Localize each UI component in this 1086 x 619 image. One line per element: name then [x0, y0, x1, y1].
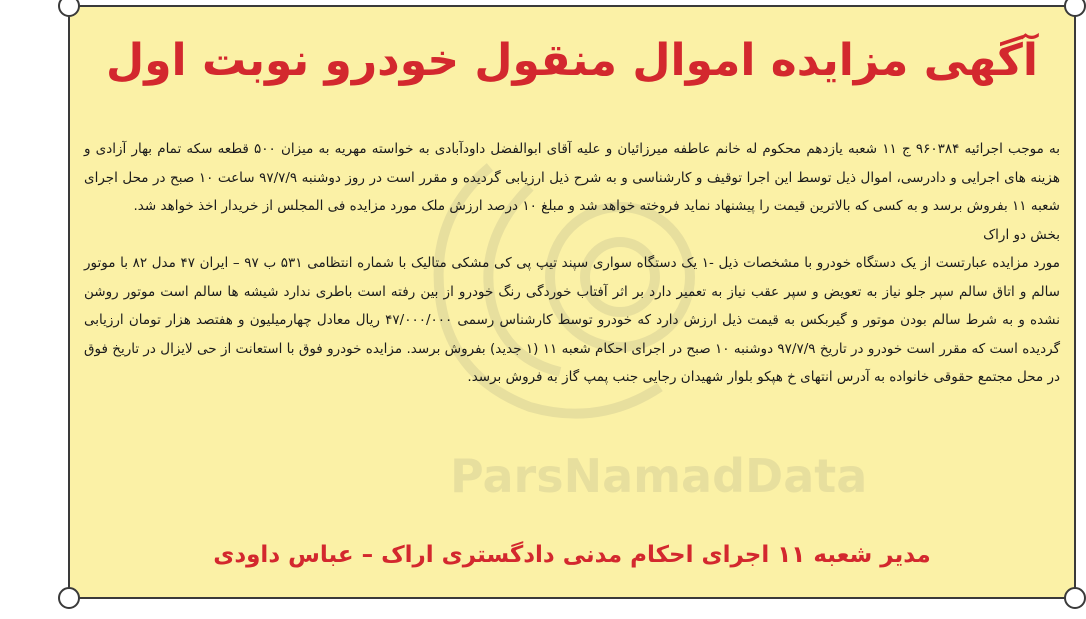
frame-corner-notch: [1064, 0, 1086, 17]
notice-paragraph-1: به موجب اجرائیه ۹۶۰۳۸۴ ج ۱۱ شعبه یازدهم محکوم له خانم عاطفه میرزائیان و علیه آقای ابوالفضل داودآبادی به خواسته مهریه به میزان ۵۰۰ قطعه سکه تمام بهار آزادی و هزینه های اجرایی و دادرسی، اموال ذیل توسط این اجرا توقیف و کارشناسی و به شرح ذیل ارزیابی گردیده و مقرر است در روز دوشنبه ۹۷/۷/۹ ساعت ۱۰ صبح در محل اجرای شعبه ۱۱ بفروش برسد و به کسی که بالاترین قیمت را پیشنهاد نماید فروخته خواهد شد و مبلغ ۱۰ درصد ارزش ملک مورد مزایده فی المجلس از خریدار اخذ خواهد شد.: [84, 141, 1061, 214]
notice-section: بخش دو اراک: [983, 226, 1060, 243]
frame-corner-notch: [1064, 587, 1086, 609]
notice-signature: مدیر شعبه ۱۱ اجرای احکام مدنی دادگستری اراک – عباس داودی: [213, 542, 931, 568]
watermark-brand: ParsNamadData: [450, 449, 868, 503]
notice-frame: [68, 5, 1076, 599]
frame-corner-notch: [58, 587, 80, 609]
notice-paragraph-2: مورد مزایده عبارتست از یک دستگاه خودرو با مشخصات ذیل -۱ یک دستگاه سواری سپند تیپ پی کی مشکی متالیک با شماره انتظامی ۵۳۱ ب ۹۷ – ایران ۴۷ مدل ۸۲ با موتور سالم و اتاق سالم سپر جلو نیاز به تعویض و سپر عقب نیاز به تعمیر دارد بر اثر آفتاب خوردگی رنگ خودرو از بین رفته است باطری ندارد شیشه ها سالم است موتور روشن نشده و به شرط سالم بودن موتور و گیربکس به قیمت ذیل ارزش دارد که خودرو توسط کارشناس رسمی ۴۷/۰۰۰/۰۰۰ ریال معادل چهارمیلیون و هفتصد هزار تومان ارزیابی گردیده است که مقرر است خودرو در تاریخ ۹۷/۷/۹ دوشنبه ۱۰ صبح در اجرای احکام شعبه ۱۱ (۱ جدید) بفروش برسد. مزایده خودرو فوق با استعانت از حی لایزال در تاریخ فوق در محل مجتمع حقوقی خانواده به آدرس انتهای خ هپکو بلوار شهیدان رجایی جنب پمپ گاز به فروش برسد.: [84, 255, 1060, 385]
notice-title: آگهی مزایده اموال منقول خودرو نوبت اول: [106, 35, 1038, 86]
notice-body: [70, 135, 1074, 392]
frame-corner-notch: [58, 0, 80, 17]
